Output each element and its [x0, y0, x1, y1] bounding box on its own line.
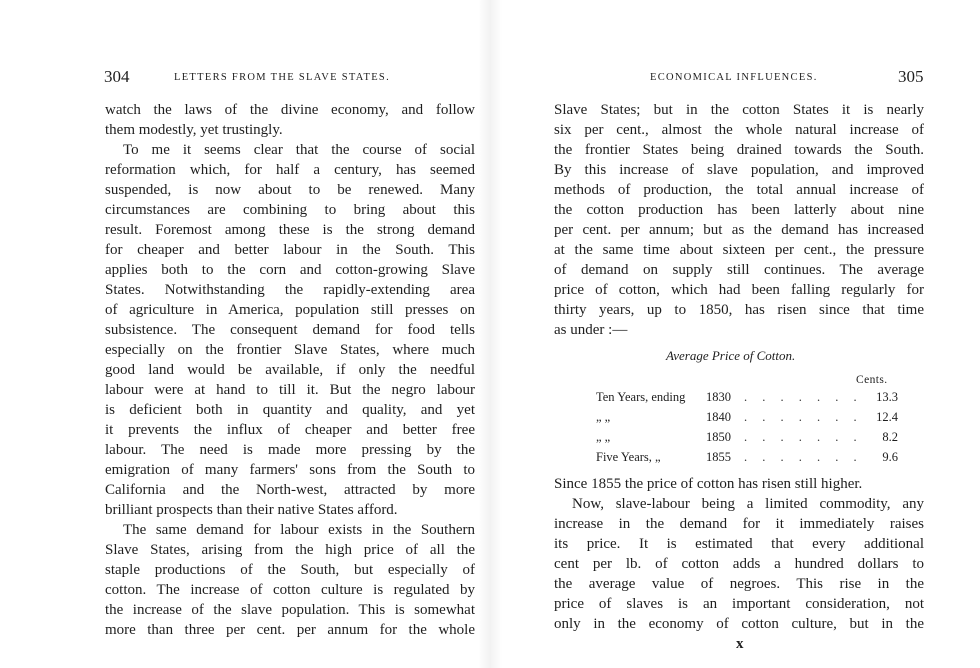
right-page — [490, 0, 980, 668]
text-line: especially on the frontier Slave States, where much — [105, 342, 475, 358]
left-page-body — [105, 100, 475, 640]
text-line: methods of production, the total annual increase of — [554, 182, 924, 198]
text-line: for cheaper and better labour in the South. This — [105, 242, 475, 258]
right-page-body — [554, 100, 924, 340]
text-line: more than three per cent. per annum for the whole — [105, 622, 475, 638]
text-line: of demand on supply still continues. The average — [554, 262, 924, 278]
text-line: labour. The need is made more pressing by the — [105, 442, 475, 458]
text-line: applies both to the corn and cotton-growing Slave — [105, 262, 475, 278]
row-leaders: . . . . . . . — [744, 410, 863, 424]
text-line: cent per lb. of cotton adds a hundred dollars to — [554, 556, 924, 572]
table-title: Average Price of Cotton. — [666, 348, 796, 363]
row-label: Five Years, „ — [596, 450, 661, 464]
text-line: States. Notwithstanding the rapidly-extending area — [105, 282, 475, 298]
text-line: is deficient both in quantity and quality, and yet — [105, 402, 475, 418]
text-line: circumstances are combining to bring about this — [105, 202, 475, 218]
row-label: „ „ — [596, 430, 611, 444]
text-line: reformation which, for half a century, has seemed — [105, 162, 475, 178]
text-line: Slave States; but in the cotton States it is nearly — [554, 102, 924, 118]
text-line: result. Foremost among these is the strong demand — [105, 222, 475, 238]
row-year: 1830 — [706, 390, 731, 404]
text-line: increase in the demand for it immediately raises — [554, 516, 924, 532]
text-line: the average value of negroes. This rise in the — [554, 576, 924, 592]
table-row — [596, 450, 898, 470]
text-line: thirty years, up to 1850, has risen since that time — [554, 302, 924, 318]
row-cents: 8.2 — [882, 430, 898, 444]
row-year: 1840 — [706, 410, 731, 424]
text-line: Since 1855 the price of cotton has risen still higher. — [554, 476, 863, 492]
text-line: suspended, is now about to be renewed. Many — [105, 182, 475, 198]
running-head-left: LETTERS FROM THE SLAVE STATES. — [174, 72, 390, 83]
text-line: By this increase of slave population, and improved — [554, 162, 924, 178]
table-row — [596, 430, 898, 450]
text-line: as under :— — [554, 322, 628, 338]
text-line: watch the laws of the divine economy, and follow — [105, 102, 475, 118]
row-label: „ „ — [596, 410, 611, 424]
text-line: price of slaves is an important consideration, not — [554, 596, 924, 612]
table-row — [596, 410, 898, 430]
text-line: six per cent., almost the whole natural increase of — [554, 122, 924, 138]
page-number-left: 304 — [104, 67, 130, 86]
row-label: Ten Years, ending — [596, 390, 686, 404]
row-year: 1855 — [706, 450, 731, 464]
text-line: Now, slave-labour being a limited commodity, any — [572, 496, 924, 512]
row-cents: 12.4 — [876, 410, 898, 424]
row-year: 1850 — [706, 430, 731, 444]
text-line: Slave States, arising from the high price of all the — [105, 542, 475, 558]
text-line: per cent. per annum; but as the demand has increased — [554, 222, 924, 238]
running-head-right: ECONOMICAL INFLUENCES. — [650, 72, 818, 83]
row-cents: 9.6 — [882, 450, 898, 464]
price-table — [596, 390, 898, 470]
text-line: the frontier States being drained towards the South. — [554, 142, 924, 158]
signature-mark: x — [736, 636, 744, 652]
text-line: labour were at hand to till it. But the negro labour — [105, 382, 475, 398]
table-column-header: Cents. — [856, 374, 888, 386]
text-line: it prevents the influx of cheaper and better free — [105, 422, 475, 438]
text-line: its price. It is estimated that every additional — [554, 536, 924, 552]
text-line: brilliant prospects than their native States afford. — [105, 502, 398, 518]
text-line: staple productions of the South, but especially of — [105, 562, 475, 578]
text-line: subsistence. The consequent demand for food tells — [105, 322, 475, 338]
text-line: The same demand for labour exists in the Southern — [123, 522, 475, 538]
text-line: them modestly, yet trustingly. — [105, 122, 283, 138]
text-line: To me it seems clear that the course of social — [123, 142, 475, 158]
text-line: emigration of many farmers' sons from the South to — [105, 462, 475, 478]
text-line: California and the North-west, attracted by more — [105, 482, 475, 498]
text-line: of agriculture in America, population still presses on — [105, 302, 475, 318]
row-leaders: . . . . . . . — [744, 450, 863, 464]
text-line: at the same time about sixteen per cent., the pressure — [554, 242, 924, 258]
text-line: the cotton production has been latterly about nine — [554, 202, 924, 218]
table-row — [596, 390, 898, 410]
text-line: cotton. The increase of cotton culture is regulated by — [105, 582, 475, 598]
page-number-right: 305 — [898, 67, 924, 86]
row-leaders: . . . . . . . — [744, 430, 863, 444]
right-page-body-continued — [554, 474, 924, 634]
text-line: price of cotton, which had been falling regularly for — [554, 282, 924, 298]
text-line: only in the economy of cotton culture, but in the — [554, 616, 924, 632]
text-line: the increase of the slave population. This is somewhat — [105, 602, 475, 618]
row-leaders: . . . . . . . — [744, 390, 863, 404]
text-line: good land would be available, if only the needful — [105, 362, 475, 378]
row-cents: 13.3 — [876, 390, 898, 404]
